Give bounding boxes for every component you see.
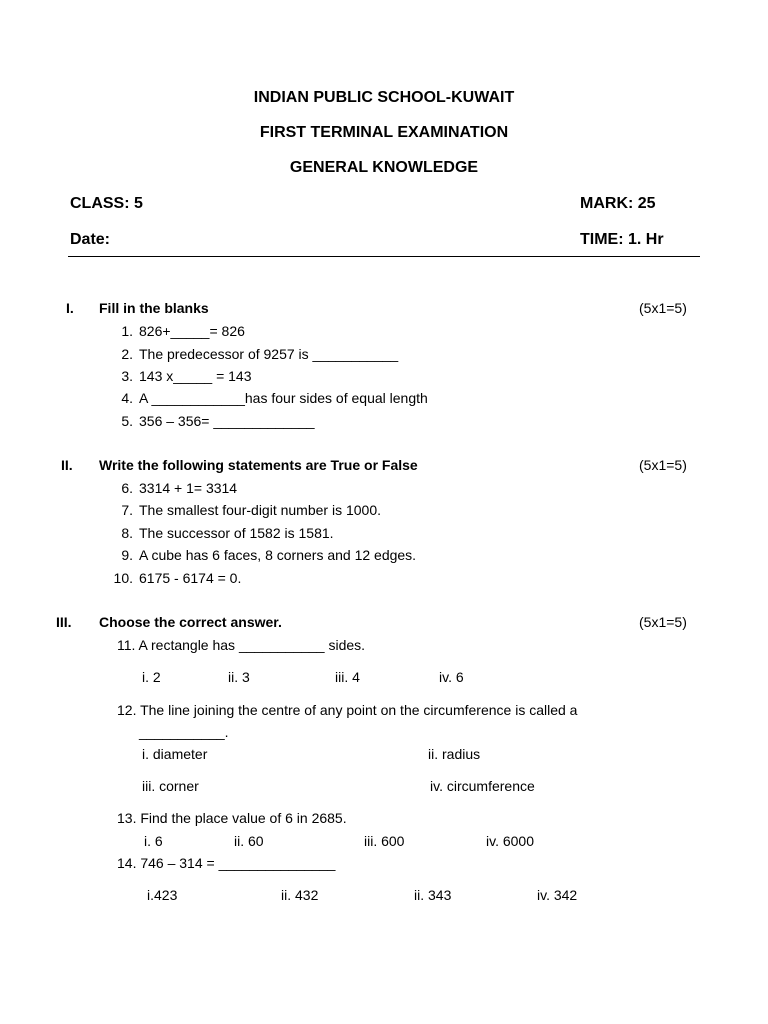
exam-title: FIRST TERMINAL EXAMINATION <box>259 124 509 141</box>
school-name: INDIAN PUBLIC SCHOOL-KUWAIT <box>253 89 515 106</box>
list-item <box>111 368 252 384</box>
question-11: 11. A rectangle has ___________ sides. <box>117 637 366 653</box>
section-3-numeral: III. <box>56 614 72 630</box>
option: i. diameter <box>142 746 208 762</box>
item-text: 826+_____= 826 <box>139 323 245 339</box>
section-2-marks: (5x1=5) <box>639 457 687 473</box>
item-text: The predecessor of 9257 is ___________ <box>139 346 399 362</box>
item-number: 7. <box>121 502 133 518</box>
option: i. 6 <box>144 833 163 849</box>
item-number: 6. <box>121 480 133 496</box>
question-12: 12. The line joining the centre of any point on the circumference is called a <box>117 702 578 718</box>
option: iii. 4 <box>335 669 360 685</box>
section-2-title: Write the following statements are True or False <box>99 457 418 473</box>
list-item <box>111 570 241 586</box>
subject-title: GENERAL KNOWLEDGE <box>289 159 479 176</box>
section-3-title: Choose the correct answer. <box>99 614 282 630</box>
list-item <box>111 390 428 406</box>
item-number: 9. <box>121 547 133 563</box>
section-1-numeral: I. <box>66 300 74 316</box>
option: ii. 343 <box>414 887 452 903</box>
option: i.423 <box>147 887 178 903</box>
option: iii. corner <box>142 778 199 794</box>
item-text: A cube has 6 faces, 8 corners and 12 edges. <box>139 547 417 563</box>
list-item <box>111 547 416 563</box>
mark-label: MARK: 25 <box>580 195 656 212</box>
list-item <box>111 525 334 541</box>
option: iii. 600 <box>364 833 405 849</box>
option: iv. circumference <box>430 778 535 794</box>
section-1-marks: (5x1=5) <box>639 300 687 316</box>
item-number: 3. <box>121 368 133 384</box>
item-number: 10. <box>113 570 133 586</box>
time-label: TIME: 1. Hr <box>580 231 664 248</box>
option: ii. 60 <box>234 833 264 849</box>
list-item <box>111 323 245 339</box>
item-text: 3314 + 1= 3314 <box>139 480 238 496</box>
option: ii. 432 <box>281 887 319 903</box>
section-3-marks: (5x1=5) <box>639 614 687 630</box>
class-label: CLASS: 5 <box>70 195 143 212</box>
item-number: 1. <box>121 323 133 339</box>
question-13: 13. Find the place value of 6 in 2685. <box>117 810 347 826</box>
item-number: 2. <box>121 346 133 362</box>
list-item <box>111 413 315 429</box>
item-text: The successor of 1582 is 1581. <box>139 525 334 541</box>
item-number: 4. <box>121 390 133 406</box>
item-text: 356 – 356= _____________ <box>139 413 315 429</box>
option: i. 2 <box>142 669 161 685</box>
section-2-numeral: II. <box>61 457 73 473</box>
item-text: 6175 - 6174 = 0. <box>139 570 242 586</box>
question-12-blank: ___________. <box>139 724 229 740</box>
item-text: 143 x_____ = 143 <box>139 368 252 384</box>
list-item <box>111 346 398 362</box>
section-1-title: Fill in the blanks <box>99 300 209 316</box>
option: iv. 342 <box>537 887 578 903</box>
option: iv. 6 <box>439 669 464 685</box>
option: iv. 6000 <box>486 833 534 849</box>
option: ii. radius <box>428 746 481 762</box>
item-text: The smallest four-digit number is 1000. <box>139 502 381 518</box>
header-divider <box>68 256 700 257</box>
item-text: A ____________has four sides of equal length <box>139 390 428 406</box>
option: ii. 3 <box>228 669 250 685</box>
item-number: 8. <box>121 525 133 541</box>
date-label: Date: <box>70 231 111 248</box>
question-14: 14. 746 – 314 = _______________ <box>117 855 336 871</box>
list-item <box>111 480 237 496</box>
list-item <box>111 502 381 518</box>
item-number: 5. <box>121 413 133 429</box>
